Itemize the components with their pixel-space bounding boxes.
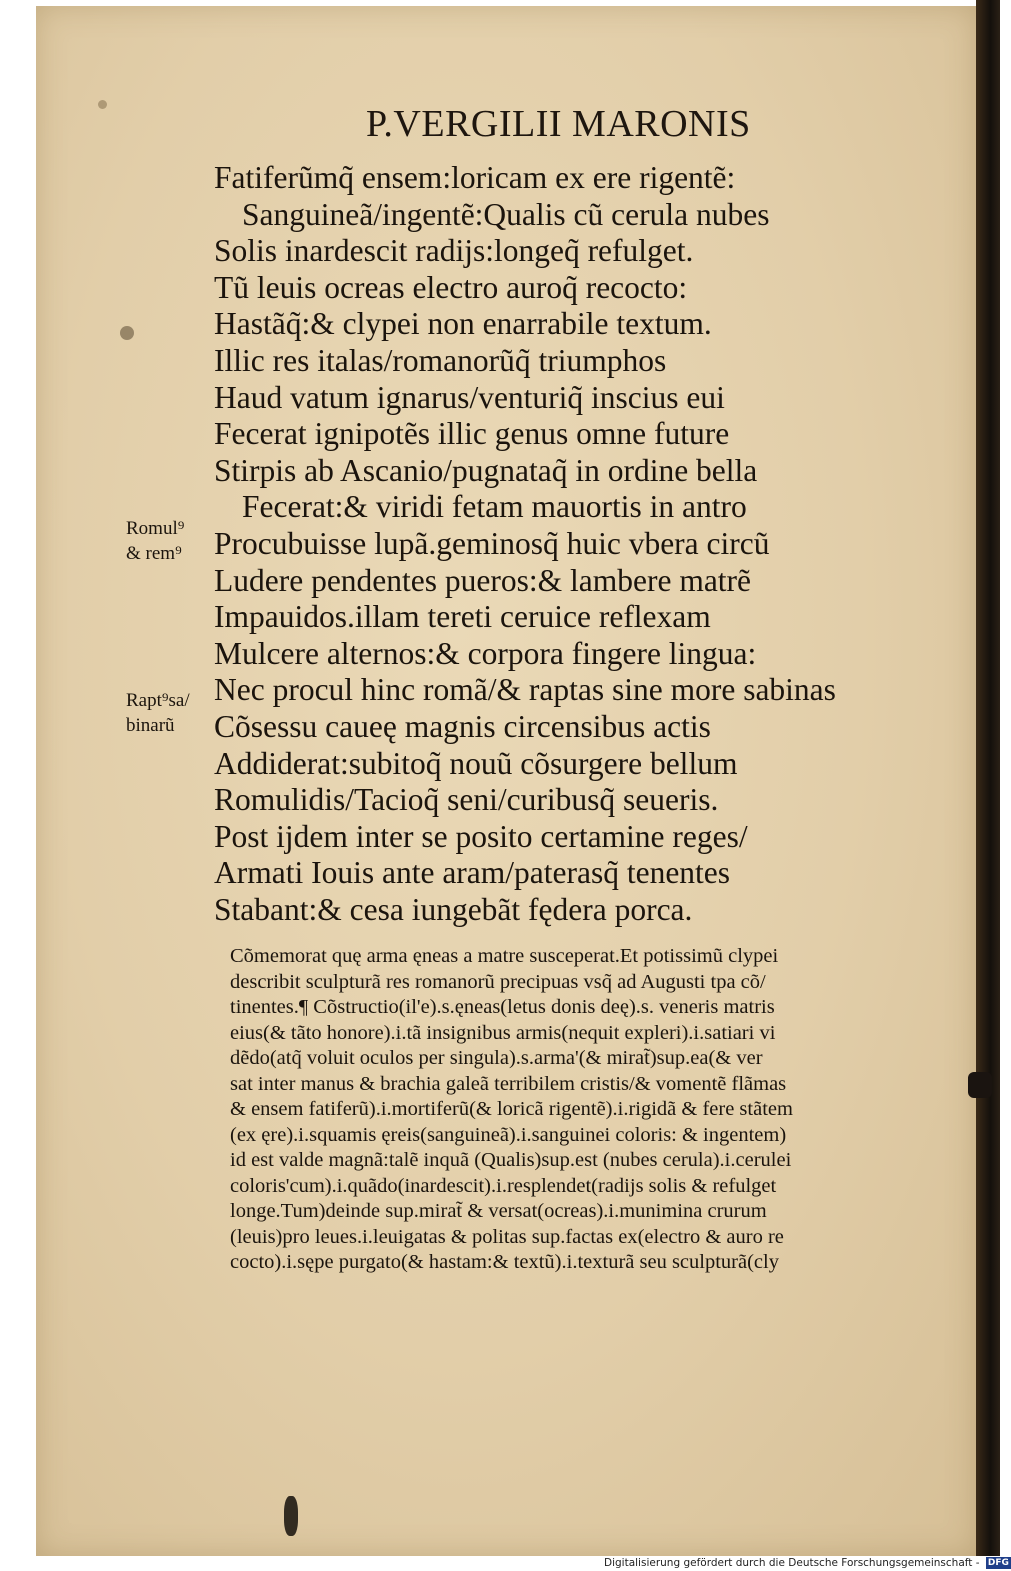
dfg-logo: DFG: [987, 1558, 1009, 1568]
margin-note-line: Romul⁹: [126, 518, 185, 539]
verse-line: Tũ leuis ocreas electro auroq̃ recocto:: [214, 269, 688, 305]
verse-line: Addiderat:subitoq̃ nouũ cõsurgere bellum: [214, 745, 738, 781]
verse-line: Fecerat:& viridi fetam mauortis in antro: [242, 489, 747, 525]
verse-line: Procubuisse lupã.geminosq̃ huic vbera circũ: [214, 525, 770, 561]
book-spine-edge: [976, 0, 1000, 1556]
commentary-line: longe.Tum)deinde sup.mirat̃ & versat(ocreas).i.munimina crurum: [230, 1200, 767, 1222]
commentary-line: sat inter manus & brachia galeã terribilem cristis/& vomentẽ flãmas: [230, 1072, 787, 1095]
verse-line: Mulcere alternos:& corpora fingere lingua:: [214, 635, 757, 671]
commentary-block: [230, 944, 955, 1276]
verse-line: Ludere pendentes pueros:& lambere matrẽ: [214, 562, 752, 598]
verse-line: Hastãq̃:& clypei non enarrabile textum.: [214, 306, 712, 342]
verse-line: Fecerat ignipotẽs illic genus omne future: [214, 416, 730, 452]
running-title: P.VERGILII MARONIS: [366, 103, 751, 145]
commentary-line: & ensem fatiferũ).i.mortiferũ(& loricã rigentẽ).i.rigidã & fere stãtem: [230, 1098, 793, 1120]
verse-line: Fatiferũmq̃ ensem:loricam ex ere rigentẽ:: [214, 160, 736, 195]
pilcrow-margin-mark: [120, 326, 134, 340]
commentary-line: coloris'cum).i.quãdo(inardescit).i.resplendet(radijs solis & refulget: [230, 1174, 777, 1197]
verse-line: Impauidos.illam tereti ceruice reflexam: [214, 599, 711, 635]
verse-line: Sanguineã/ingentẽ:Qualis cũ cerula nubes: [242, 196, 770, 232]
verse-line: Haud vatum ignarus/venturiq̃ inscius eui: [214, 379, 725, 415]
ink-smudge-bottom: [284, 1496, 298, 1536]
commentary-line: Cõmemorat quę arma ęneas a matre susceperat.Et potissimũ clypei: [230, 945, 779, 967]
ink-blot-mark: [98, 100, 107, 109]
margin-note-sabines: [126, 688, 190, 738]
verse-line: Illic res italas/romanorũq̃ triumphos: [214, 342, 667, 378]
commentary-line: (ex ęre).i.squamis ęreis(sanguineã).i.sanguinei coloris: & ingentem): [230, 1123, 787, 1146]
margin-note-line: & rem⁹: [126, 543, 182, 564]
binding-clasp-mark: [968, 1072, 992, 1098]
commentary-line: dẽdo(atq̃ voluit oculos per singula).s.arma'(& mirat̃)sup.ea(& ver: [230, 1047, 763, 1069]
margin-note-line: binarũ: [126, 715, 175, 736]
verse-line: Nec procul hinc romã/& raptas sine more sabinas: [214, 672, 836, 708]
verse-line: Stirpis ab Ascanio/pugnataq̃ in ordine bella: [214, 452, 758, 488]
verse-line: Solis inardescit radijs:longeq̃ refulget.: [214, 233, 694, 269]
commentary-line: id est valde magnã:talẽ inquã (Qualis)sup.est (nubes cerula).i.cerulei: [230, 1149, 792, 1171]
commentary-line: cocto).i.sępe purgato(& hastam:& textũ).i.texturã seu sculpturã(cly: [230, 1251, 779, 1273]
commentary-line: eius(& tãto honore).i.tã insignibus armis(nequit expleri).i.satiari vi: [230, 1021, 776, 1044]
commentary-line: describit sculpturã res romanorũ precipuas vsq̃ ad Augusti tpa cõ/: [230, 970, 766, 993]
commentary-line: tinentes.¶ Cõstructio(il'e).s.ęneas(letus donis deę).s. veneris matris: [230, 996, 775, 1018]
margin-note-line: Rapt⁹sa/: [126, 690, 190, 711]
verse-block: [214, 160, 954, 928]
credit-text: Digitalisierung gefördert durch die Deutsche Forschungsgemeinschaft -: [604, 1557, 980, 1569]
verse-line: Cõsessu caueę magnis circensibus actis: [214, 708, 711, 744]
verse-line: Armati Iouis ante aram/paterasq̃ tenentes: [214, 855, 731, 891]
verse-line: Stabant:& cesa iungebãt fędera porca.: [214, 891, 693, 927]
commentary-line: (leuis)pro leues.i.leuigatas & politas sup.factas ex(electro & auro re: [230, 1225, 784, 1248]
verse-line: Post ijdem inter se posito certamine reges/: [214, 818, 748, 854]
digitization-credit: [604, 1557, 1011, 1569]
margin-note-romulus: [126, 516, 184, 566]
verse-line: Romulidis/Tacioq̃ seni/curibusq̃ seueris.: [214, 782, 719, 818]
